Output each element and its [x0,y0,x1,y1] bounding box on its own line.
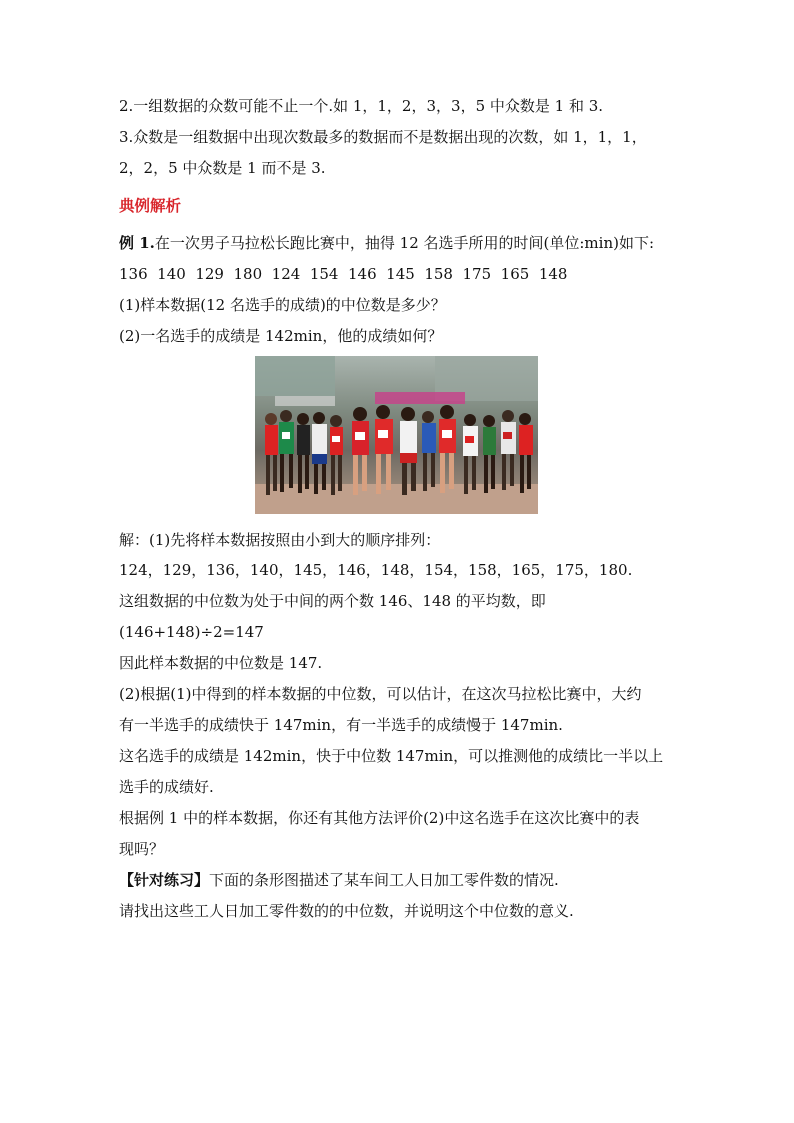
example-1-question-2: (2)一名选手的成绩是 142min，他的成绩如何？ [119,327,443,345]
section-title: 典例解析 [119,196,182,215]
example-1-data: 136 140 129 180 124 154 146 145 158 175 165 148 [119,265,568,283]
solution-line-7: 有一半选手的成绩快于 147min，有一半选手的成绩慢于 147min. [119,716,563,734]
note-line-3b: 2，2，5 中众数是 1 而不是 3. [119,159,326,177]
practice-label: 【针对练习】 [119,871,210,889]
solution-line-5: 因此样本数据的中位数是 147. [119,654,323,672]
example-1-question-1: (1)样本数据(12 名选手的成绩)的中位数是多少？ [119,296,446,314]
practice-text: 下面的条形图描述了某车间工人日加工零件数的情况. [209,871,559,889]
solution-line-4: (146+148)÷2=147 [119,623,264,641]
example-1-statement [119,233,694,253]
solution-line-8: 这名选手的成绩是 142min，快于中位数 147min，可以推测他的成绩比一半以上 [119,747,664,765]
note-line-3a: 3.众数是一组数据中出现次数最多的数据而不是数据出现的次数，如 1，1，1， [119,128,647,146]
practice-statement [119,870,694,890]
example-1-text: 在一次男子马拉松长跑比赛中，抽得 12 名选手所用的时间(单位:min)如下: [154,234,655,252]
solution-line-11: 现吗？ [119,840,165,858]
practice-line-2: 请找出这些工人日加工零件数的的中位数，并说明这个中位数的意义. [119,902,574,920]
solution-line-3: 这组数据的中位数为处于中间的两个数 146、148 的平均数，即 [119,592,546,610]
solution-line-2: 124，129，136，140，145，146，148，154，158，165，175，180. [119,561,633,579]
note-line-2: 2.一组数据的众数可能不止一个.如 1，1，2，3，3，5 中众数是 1 和 3. [119,97,604,115]
example-1-label: 例 1. [119,234,155,252]
solution-line-6: (2)根据(1)中得到的样本数据的中位数，可以估计，在这次马拉松比赛中，大约 [119,685,642,703]
marathon-runners-photo [255,356,538,514]
solution-line-1: 解：(1)先将样本数据按照由小到大的顺序排列： [119,531,441,549]
solution-line-9: 选手的成绩好. [119,778,214,796]
solution-line-10: 根据例 1 中的样本数据，你还有其他方法评价(2)中这名选手在这次比赛中的表 [119,809,640,827]
